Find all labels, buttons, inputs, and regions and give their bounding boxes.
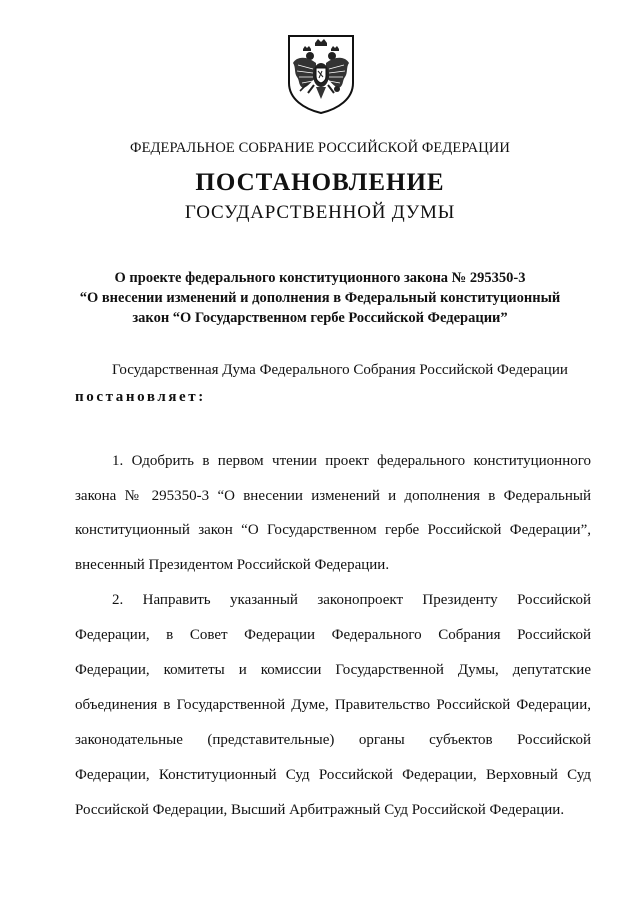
item-1-line: закона № 295350-3 “О внесении изменений и дополнения в Федеральный — [75, 488, 591, 504]
item-1-line: конституционный закон “О Государственном гербе Российской Федерации”, — [75, 522, 591, 538]
item-2-line: объединения в Государственной Думе, Правительство Российской Федерации, — [75, 697, 591, 713]
document-type-subtitle: ГОСУДАРСТВЕННОЙ ДУМЫ — [184, 202, 456, 223]
organization-name: ФЕДЕРАЛЬНОЕ СОБРАНИЕ РОССИЙСКОЙ ФЕДЕРАЦИИ — [130, 140, 510, 156]
preamble-line: Государственная Дума Федерального Собрания Российской Федерации — [112, 362, 568, 378]
document-type-title: ПОСТАНОВЛЕНИЕ — [195, 169, 445, 196]
item-2-line: Федерации, в Совет Федерации Федерального Собрания Российской — [75, 627, 591, 643]
coat-of-arms-emblem-icon — [286, 33, 356, 115]
item-2-line: 2. Направить указанный законопроект Президенту Российской — [112, 592, 591, 608]
item-1-line: 1. Одобрить в первом чтении проект федерального конституционного — [112, 453, 591, 469]
item-2-line: Федерации, комитеты и комиссии Государственной Думы, депутатские — [75, 662, 591, 678]
item-2-line: Российской Федерации, Высший Арбитражный Суд Российской Федерации. — [75, 802, 565, 818]
document-subject — [60, 268, 580, 328]
subject-line: закон “О Государственном гербе Российской Федерации” — [132, 310, 508, 326]
item-2-line: законодательные (представительные) органы субъектов Российской — [75, 732, 591, 748]
subject-line: “О внесении изменений и дополнения в Федеральный конституционный — [79, 290, 561, 306]
subject-line: О проекте федерального конституционного закона № 295350-3 — [114, 270, 526, 286]
preamble-resolves: постановляет: — [75, 389, 206, 405]
item-1-line: внесенный Президентом Российской Федерации. — [75, 557, 390, 573]
item-2-line: Федерации, Конституционный Суд Российской Федерации, Верховный Суд — [75, 767, 591, 783]
